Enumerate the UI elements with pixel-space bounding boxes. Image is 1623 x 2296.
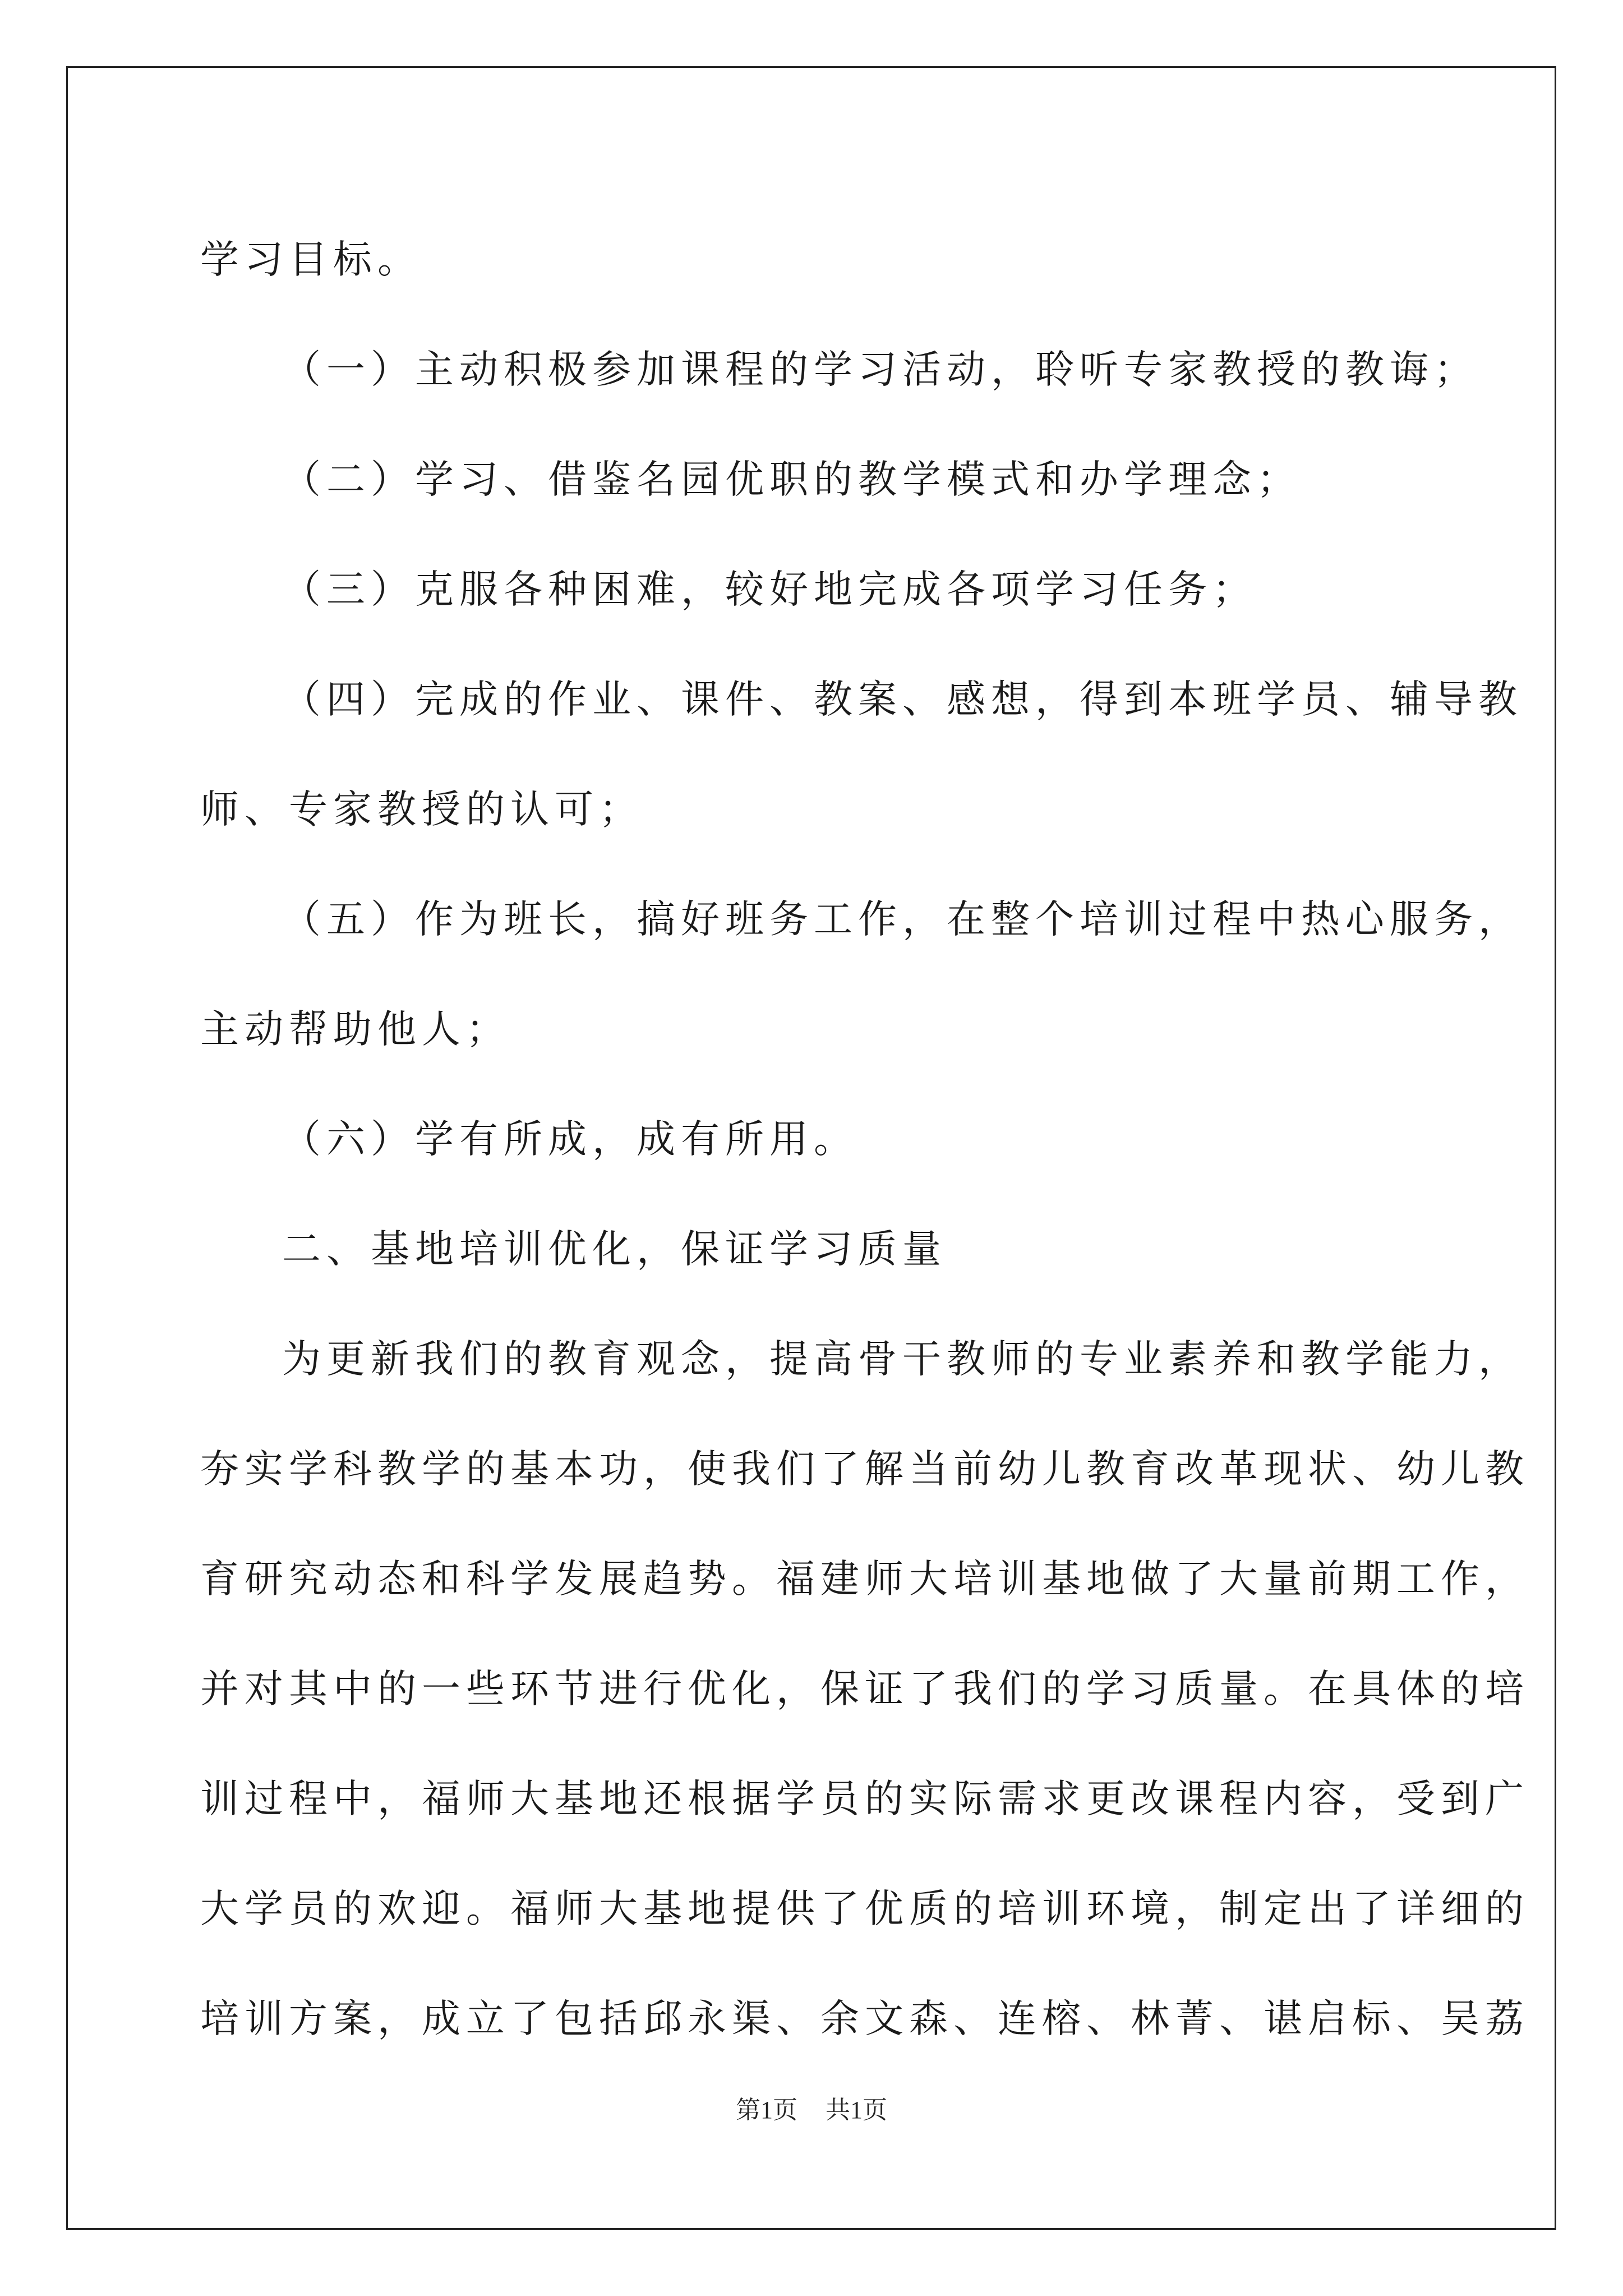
- text-line: 训过程中，福师大基地还根据学员的实际需求更改课程内容，受到广: [200, 1777, 1529, 1821]
- text-line: （二）学习、借鉴名园优职的教学模式和办学理念；: [282, 457, 1301, 502]
- text-line: （四）完成的作业、课件、教案、感想，得到本班学员、辅导教: [282, 677, 1523, 722]
- text-line: （五）作为班长，搞好班务工作，在整个培训过程中热心服务，: [282, 897, 1523, 942]
- text-line: 培训方案，成立了包括邱永渠、余文森、连榕、林菁、谌启标、吴荔: [200, 1996, 1529, 2041]
- text-line: （三）克服各种困难，较好地完成各项学习任务；: [282, 567, 1257, 612]
- text-line: 师、专家教授的认可；: [200, 787, 643, 832]
- text-line: （六）学有所成，成有所用。: [282, 1117, 858, 1162]
- page-number: 第1页: [736, 2096, 797, 2124]
- text-line: 并对其中的一些环节进行优化，保证了我们的学习质量。在具体的培: [200, 1667, 1529, 1711]
- text-line: 育研究动态和科学发展趋势。福建师大培训基地做了大量前期工作，: [200, 1557, 1529, 1602]
- text-line: 主动帮助他人；: [200, 1007, 510, 1052]
- document-body: [200, 205, 1529, 2074]
- page-total: 共1页: [826, 2096, 887, 2124]
- page-footer: [0, 2090, 1623, 2125]
- text-line: 夯实学科教学的基本功，使我们了解当前幼儿教育改革现状、幼儿教: [200, 1447, 1529, 1492]
- text-line: （一）主动积极参加课程的学习活动，聆听专家教授的教诲；: [282, 347, 1478, 392]
- text-line: 为更新我们的教育观念，提高骨干教师的专业素养和教学能力，: [282, 1337, 1523, 1382]
- text-line: 学习目标。: [200, 237, 422, 282]
- section-heading: 二、基地培训优化，保证学习质量: [282, 1227, 947, 1272]
- text-line: 大学员的欢迎。福师大基地提供了优质的培训环境，制定出了详细的: [200, 1887, 1529, 1931]
